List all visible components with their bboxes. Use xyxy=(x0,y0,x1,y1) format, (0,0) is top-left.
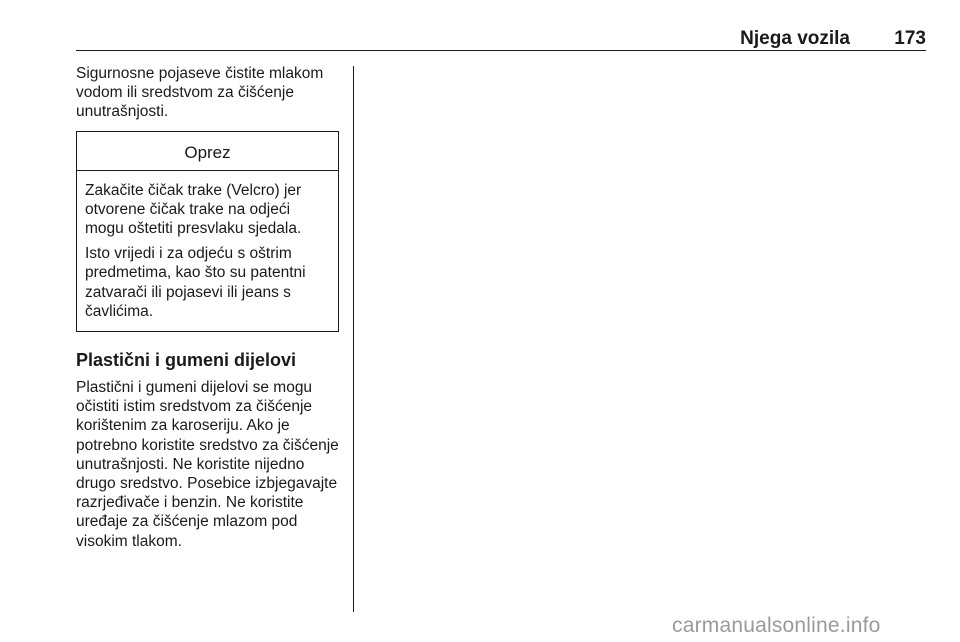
section-paragraph: Plastični i gumeni dijelovi se mogu očistiti istim sredstvom za čišćenje korištenim za karoseriju. Ako je potrebno koristite sredstvo za čišćenje unutrašnjosti. Ne koristite nijedno drugo sredstvo. Posebice izbjegavajte razrjeđivače i benzin. Ne koristite uređaje za čišćenje mlazom pod visokim tlakom. xyxy=(76,379,339,550)
column-divider xyxy=(353,66,354,612)
caution-body xyxy=(77,171,338,331)
left-column xyxy=(76,64,340,551)
caution-title: Oprez xyxy=(77,132,338,171)
watermark[interactable]: carmanualsonline.info xyxy=(672,614,881,637)
caution-box xyxy=(76,131,339,332)
page-number: 173 xyxy=(894,28,926,49)
header-title: Njega vozila xyxy=(740,28,850,49)
section-heading: Plastični i gumeni dijelovi xyxy=(76,350,297,371)
caution-paragraph: Zakačite čičak trake (Velcro) jer otvorene čičak trake na odjeći mogu oštetiti presvlaku sjedala. xyxy=(85,181,302,238)
intro-paragraph: Sigurnosne pojaseve čistite mlakom vodom ili sredstvom za čišćenje unutrašnjosti. xyxy=(76,65,324,121)
caution-paragraph: Isto vrijedi i za odjeću s oštrim predmetima, kao što su patentni zatvarači ili pojasevi ili jeans s čavlićima. xyxy=(85,245,306,320)
page-header xyxy=(76,28,926,51)
